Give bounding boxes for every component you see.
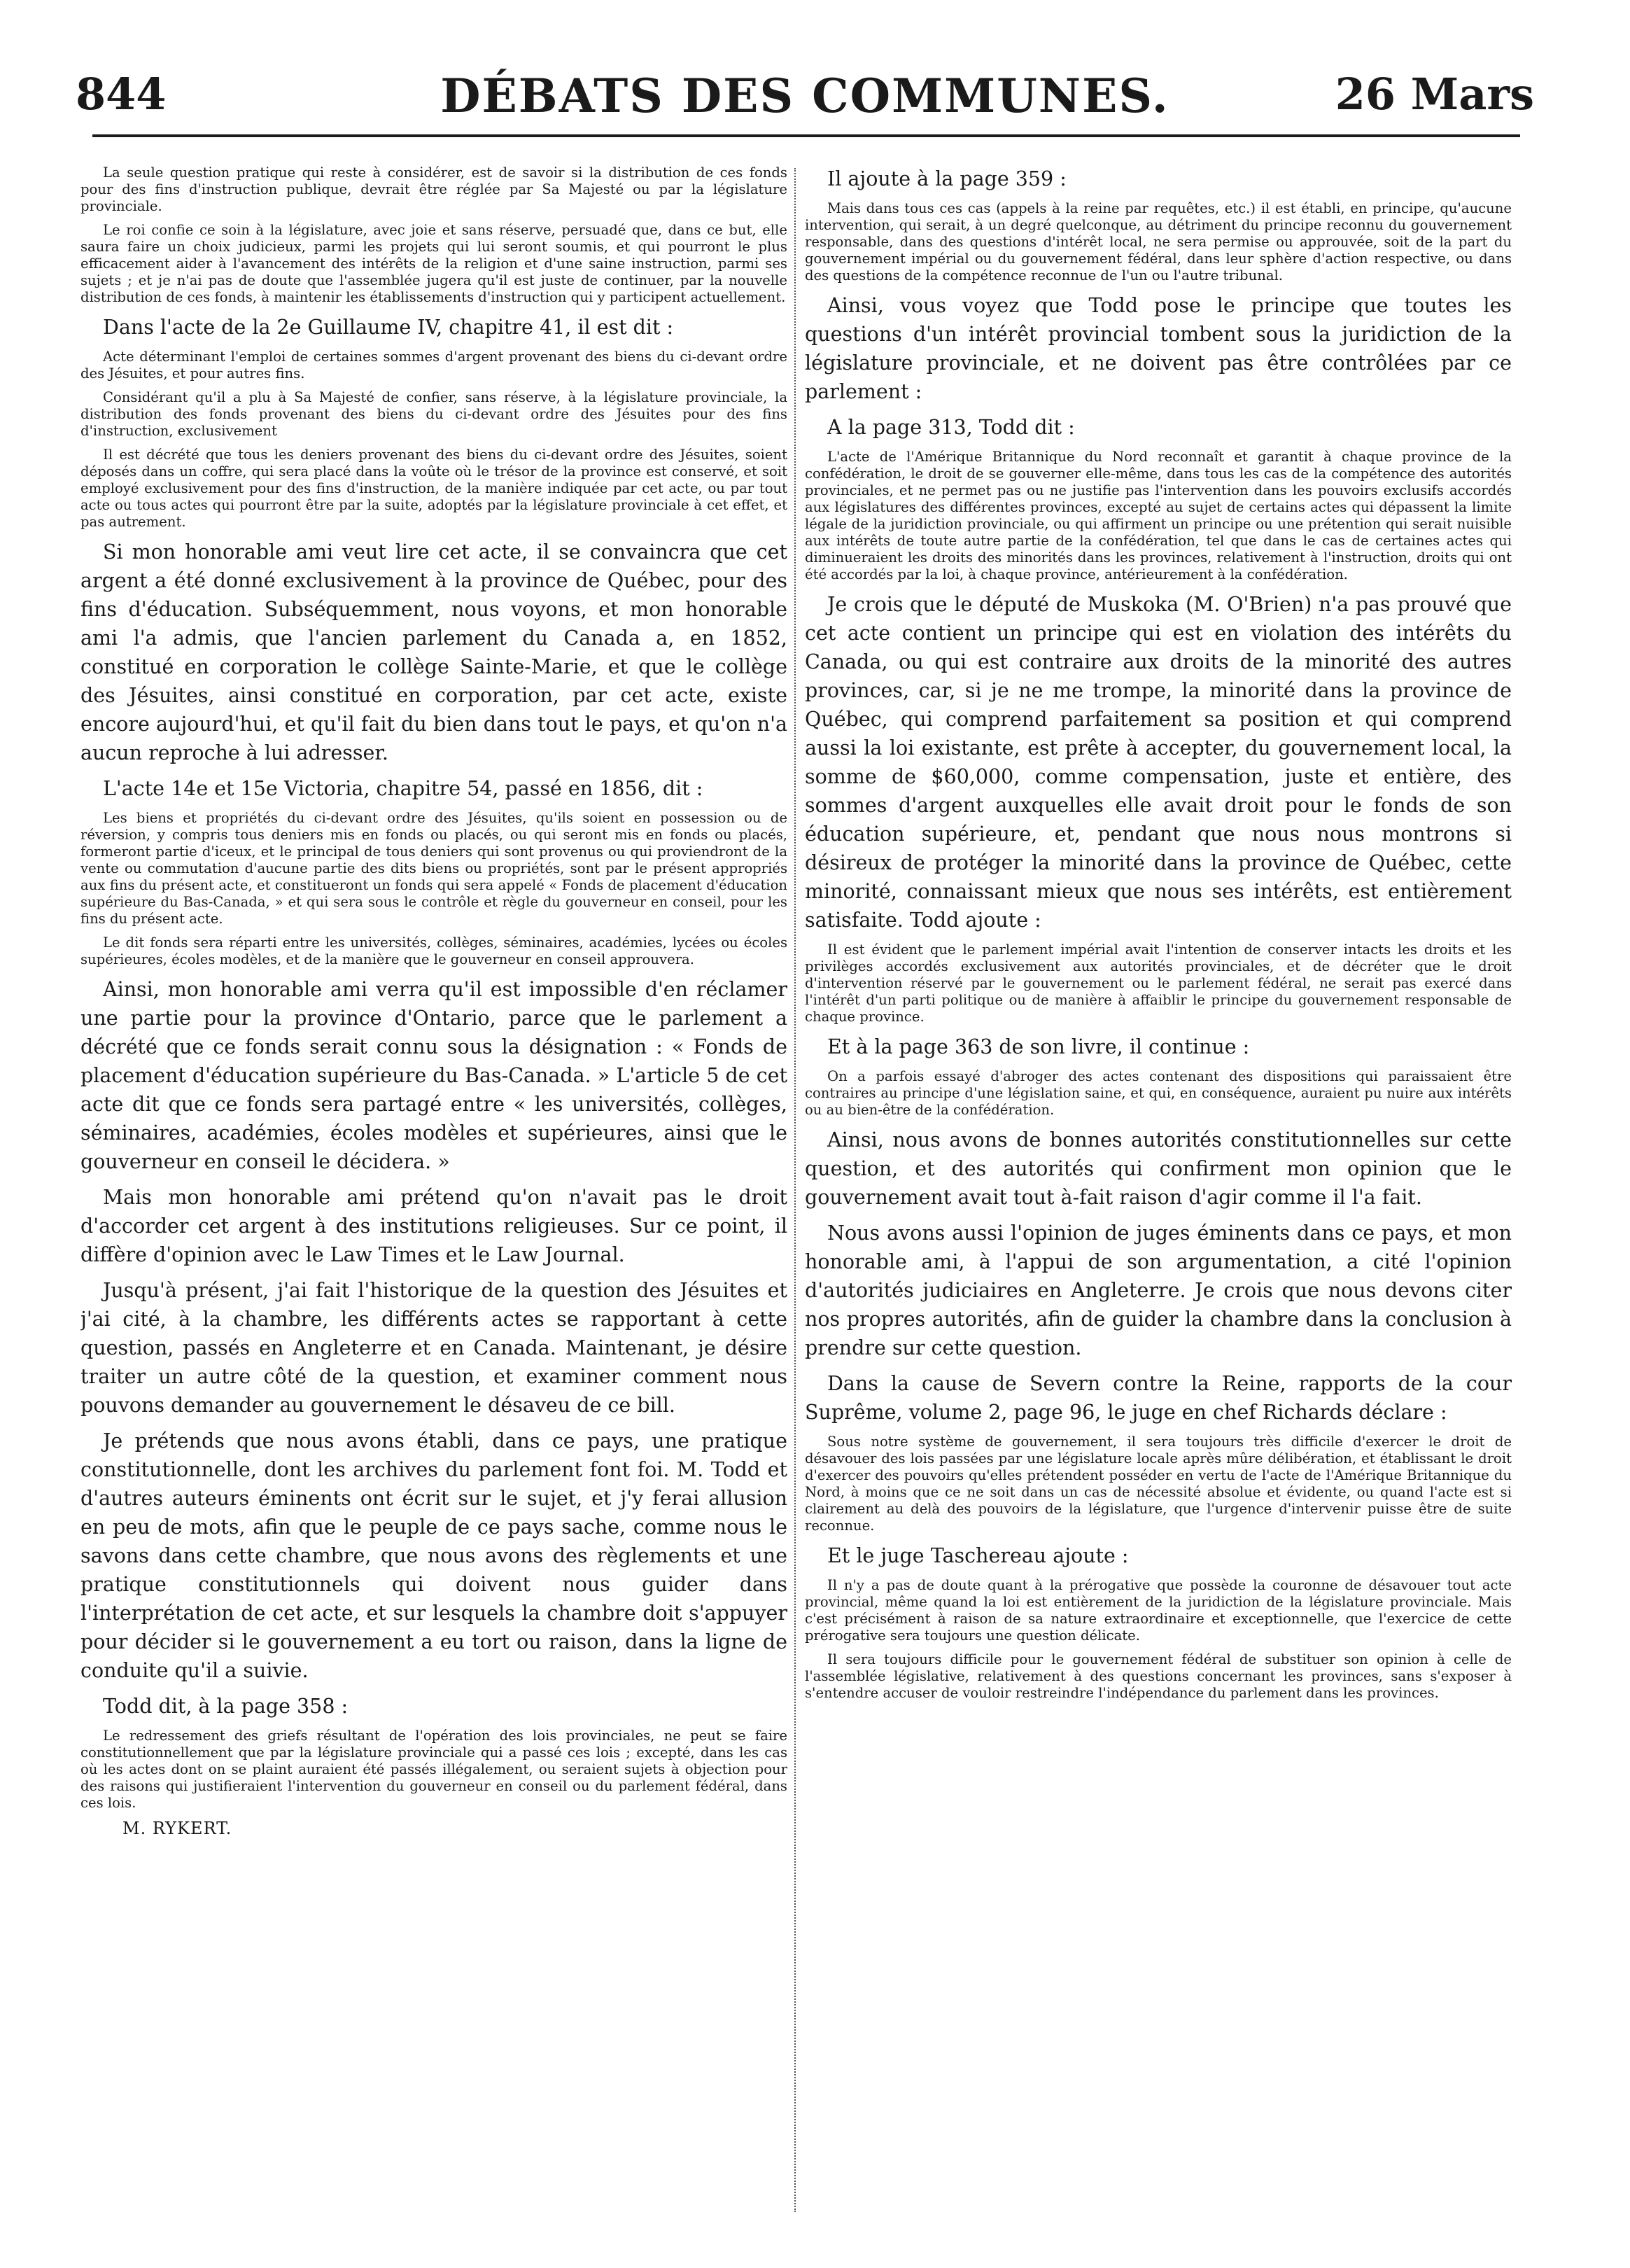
paragraph: Sous notre système de gouvernement, il sera toujours très difficile d'exercer le droit de désavouer des lois passées par une législature locale après mûre délibération, et établissant le droit d'exercer des pouvoirs qu'elles prétendent posséder en vertu de l'acte de l'Amérique Britannique du Nord, à moins que ce ne soit dans un cas de nécessité absolue et évidente, ou quand l'acte est si clairement au delà des pouvoirs de la législature, que l'urgence d'intervenir puisse être de suite reconnue. bbox=[805, 1434, 1512, 1534]
paragraph: Il est évident que le parlement impérial avait l'intention de conserver intacts les droits et les privilèges accordés exclusivement aux autorités provinciales, et de décréter que le droit d'intervention réservé par le gouvernement ou le parlement fédéral, ne serait pas exercé dans l'intérêt d'un parti politique ou de manière à affaiblir le principe du gouvernement responsable de chaque province. bbox=[805, 941, 1512, 1025]
paragraph: L'acte 14e et 15e Victoria, chapitre 54, passé en 1856, dit : bbox=[103, 777, 703, 800]
paragraph: A la page 313, Todd dit : bbox=[827, 416, 1075, 439]
paragraph: Et le juge Taschereau ajoute : bbox=[827, 1544, 1129, 1567]
page-title: DÉBATS DES COMMUNES. bbox=[440, 69, 1169, 123]
paragraph: La seule question pratique qui reste à considérer, est de savoir si la distribution de ces fonds pour des fins d'instruction publique, devrait être réglée par Sa Majesté ou par la législature provinciale. bbox=[80, 164, 787, 214]
paragraph: Todd dit, à la page 358 : bbox=[103, 1695, 349, 1718]
paragraph: Nous avons aussi l'opinion de juges éminents dans ce pays, et mon honorable ami, à l'appui de son argumentation, a cité l'opinion d'autorités judiciaires en Angleterre. Je crois que nous devons citer nos propres autorités, afin de guider la chambre dans la conclusion à prendre sur cette question. bbox=[805, 1222, 1512, 1359]
paragraph: Le dit fonds sera réparti entre les universités, collèges, séminaires, académies, lycées ou écoles supérieures, écoles modèles, et de la manière que le gouverneur en conseil approuvera. bbox=[80, 934, 787, 967]
paragraph: Considérant qu'il a plu à Sa Majesté de confier, sans réserve, à la législature provinciale, la distribution des fonds provenant des biens du ci-devant ordre des Jésuites pour des fins d'instruction, exclusivement bbox=[80, 389, 787, 439]
paragraph: Il n'y a pas de doute quant à la prérogative que possède la couronne de désavouer tout acte provincial, même quand la loi est entièrement de la juridiction de la législature provinciale. Mais c'est précisément à raison de sa nature extraordinaire et exceptionnelle, que l'exercice de cette prérogative sera toujours une question délicate. bbox=[805, 1577, 1512, 1644]
page-number: 844 bbox=[76, 69, 167, 120]
paragraph: On a parfois essayé d'abroger des actes contenant des dispositions qui paraissaient être contraires au principe d'une législation saine, et qui, en conséquence, auraient pu nuire aux intérêts ou au bien-être de la confédération. bbox=[805, 1068, 1512, 1118]
right-column bbox=[805, 164, 1512, 2208]
paragraph: Ainsi, vous voyez que Todd pose le principe que toutes les questions d'un intérêt provincial tombent sous la juridiction de la législature provinciale, et ne doivent pas être contrôlées par ce parlement : bbox=[805, 294, 1512, 403]
paragraph: Le redressement des griefs résultant de l'opération des lois provinciales, ne peut se faire constitutionnellement que par la législature provinciale qui a passé ces lois ; excepté, dans les cas où les actes dont on se plaint auraient été passés illégalement, ou seraient sujets à objection pour des raisons qui justifieraient l'intervention du gouverneur en conseil ou du parlement fédéral, dans ces lois. bbox=[80, 1728, 787, 1811]
paragraph: Dans l'acte de la 2e Guillaume IV, chapitre 41, il est dit : bbox=[103, 316, 674, 339]
paragraph: Ainsi, nous avons de bonnes autorités constitutionnelles sur cette question, et des autorités qui confirment mon opinion que le gouvernement avait tout à-fait raison d'agir comme il l'a fait. bbox=[805, 1128, 1512, 1209]
paragraph: Mais dans tous ces cas (appels à la reine par requêtes, etc.) il est établi, en principe, qu'aucune intervention, qui serait, à un degré quelconque, au détriment du principe reconnu du gouvernement responsable, dans des questions d'intérêt local, ne sera permise ou approuvée, soit de la part du gouvernement impérial ou du gouvernement fédéral, dans leur sphère d'action respective, ou dans des questions de la compétence reconnue de l'un ou l'autre tribunal. bbox=[805, 200, 1512, 284]
column-divider bbox=[794, 168, 796, 2212]
paragraph: Mais mon honorable ami prétend qu'on n'avait pas le droit d'accorder cet argent à des institutions religieuses. Sur ce point, il diffère d'opinion avec le Law Times et le Law Journal. bbox=[80, 1186, 787, 1266]
paragraph: Ainsi, mon honorable ami verra qu'il est impossible d'en réclamer une partie pour la province d'Ontario, parce que le parlement a décrété que ce fonds serait connu sous la désignation : « Fonds de placement d'éducation supérieure du Bas-Canada. » L'article 5 de cet acte dit que ce fonds sera partagé entre « les universités, collèges, séminaires, académies, écoles modèles et supérieures, ainsi que le gouverneur en conseil le décidera. » bbox=[80, 978, 787, 1173]
header-rule bbox=[92, 134, 1520, 137]
paragraph: Si mon honorable ami veut lire cet acte, il se convaincra que cet argent a été donné exclusivement à la province de Québec, pour des fins d'éducation. Subséquemment, nous voyons, et mon honorable ami l'a admis, que l'ancien parlement du Canada a, en 1852, constitué en corporation le collège Sainte-Marie, et que le collège des Jésuites, ainsi constitué en corporation, par cet acte, existe encore aujourd'hui, et qu'il fait du bien dans tout le pays, et qu'on n'a aucun reproche à lui adresser. bbox=[80, 540, 787, 764]
page-header bbox=[76, 69, 1534, 125]
paragraph: L'acte de l'Amérique Britannique du Nord reconnaît et garantit à chaque province de la confédération, le droit de se gouverner elle-même, dans tous les cas de la compétence des autorités provinciales, et ne permet pas ou ne justifie pas l'intervention dans les pouvoirs exclusifs accordés aux législatures des différentes provinces, excepté au sujet de certains actes qui dépassent la limite légale de la juridiction provinciale, ou qui affirment un principe ou une prétention qui serait nuisible aux intérêts de toute autre partie de la confédération, tel que dans le cas de certaines actes qui diminueraient les droits des minorités dans les provinces, relativement à l'instruction, droits qui ont été accordés par la loi, à chaque province, antérieurement à la confédération. bbox=[805, 449, 1512, 582]
paragraph: Je prétends que nous avons établi, dans ce pays, une pratique constitutionnelle, dont les archives du parlement font foi. M. Todd et d'autres auteurs éminents ont écrit sur le sujet, et j'y ferai allusion en peu de mots, afin que le peuple de ce pays sache, comme nous le savons dans cette chambre, que nous avons des règlements et une pratique constitutionnels qui doivent nous guider dans l'interprétation de cet acte, et sur lesquels la chambre doit s'appuyer pour décider si le gouvernement a eu tort ou raison, dans la ligne de conduite qu'il a suivie. bbox=[80, 1429, 787, 1682]
paragraph: Je crois que le député de Muskoka (M. O'Brien) n'a pas prouvé que cet acte contient un principe qui est en violation des intérêts du Canada, ou qui est contraire aux droits de la minorité des autres provinces, car, si je ne me trompe, la minorité dans la province de Québec, qui comprend parfaitement sa position et qui comprend aussi la loi existante, est prête à accepter, du gouvernement local, la somme de $60,000, comme compensation, juste et entière, des sommes d'argent auxquelles elle avait droit pour le fonds de son éducation supérieure, et, pendant que nous nous montrons si désireux de protéger la minorité dans la province de Québec, cette minorité, connaissant mieux que nous ses intérêts, est entièrement satisfaite. Todd ajoute : bbox=[805, 593, 1512, 932]
paragraph: Il ajoute à la page 359 : bbox=[827, 167, 1067, 190]
paragraph: Le roi confie ce soin à la législature, avec joie et sans réserve, persuadé que, dans ce but, elle saura faire un choix judicieux, parmi les projets qui lui seront soumis, et qui pourront le plus efficacement aider à l'avancement des intérêts de la religion et d'une saine instruction, parmi ses sujets ; et je n'ai pas de doute que l'assemblée jugera qu'il est juste de continuer, par la nouvelle distribution de ces fonds, à maintenir les établissements d'instruction qui y participent actuellement. bbox=[80, 222, 787, 305]
paragraph: Et à la page 363 de son livre, il continue : bbox=[827, 1035, 1250, 1058]
speaker-signature: M. RYKERT. bbox=[122, 1819, 232, 1838]
paragraph: Acte déterminant l'emploi de certaines sommes d'argent provenant des biens du ci-devant ordre des Jésuites, et pour autres fins. bbox=[80, 349, 787, 382]
paragraph: Les biens et propriétés du ci-devant ordre des Jésuites, qu'ils soient en possession ou de réversion, y compris tous deniers mis en fonds ou placés, ou qui seront mis en fonds ou placés, formeront partie d'iceux, et le principal de tous deniers qui sont provenus ou qui proviendront de la vente ou commutation d'aucune partie des dits biens ou propriétés, sont par le présent appropriés aux fins du présent acte, et constitueront un fonds qui sera appelé « Fonds de placement d'éducation supérieure du Bas-Canada, » et qui sera sous le contrôle et règle du gouverneur en conseil, pour les fins du présent acte. bbox=[80, 810, 787, 927]
paragraph: Il est décrété que tous les deniers provenant des biens du ci-devant ordre des Jésuites, soient déposés dans un coffre, qui sera placé dans la voûte où le trésor de la province est conservé, et soit employé exclusivement pour des fins d'instruction, de la manière indiquée par cet acte, ou par tout acte ou tous actes qui pourront être par la suite, adoptés par la législature provinciale à cet effet, et pas autrement. bbox=[80, 447, 787, 530]
paragraph: Il sera toujours difficile pour le gouvernement fédéral de substituer son opinion à celle de l'assemblée législative, relativement à des questions concernant les provinces, sans s'exposer à s'entendre accuser de vouloir restreindre l'indépendance du parlement dans les provinces. bbox=[805, 1651, 1512, 1701]
paragraph: Jusqu'à présent, j'ai fait l'historique de la question des Jésuites et j'ai cité, à la chambre, les différents actes se rapportant à cette question, passés en Angleterre et en Canada. Maintenant, je désire traiter un autre côté de la question, et examiner comment nous pouvons demander au gouvernement le désaveu de ce bill. bbox=[80, 1279, 787, 1417]
paragraph: Dans la cause de Severn contre la Reine, rapports de la cour Suprême, volume 2, page 96, le juge en chef Richards déclare : bbox=[805, 1372, 1512, 1424]
left-column bbox=[80, 164, 787, 2208]
page-date: 26 Mars bbox=[1335, 69, 1534, 120]
